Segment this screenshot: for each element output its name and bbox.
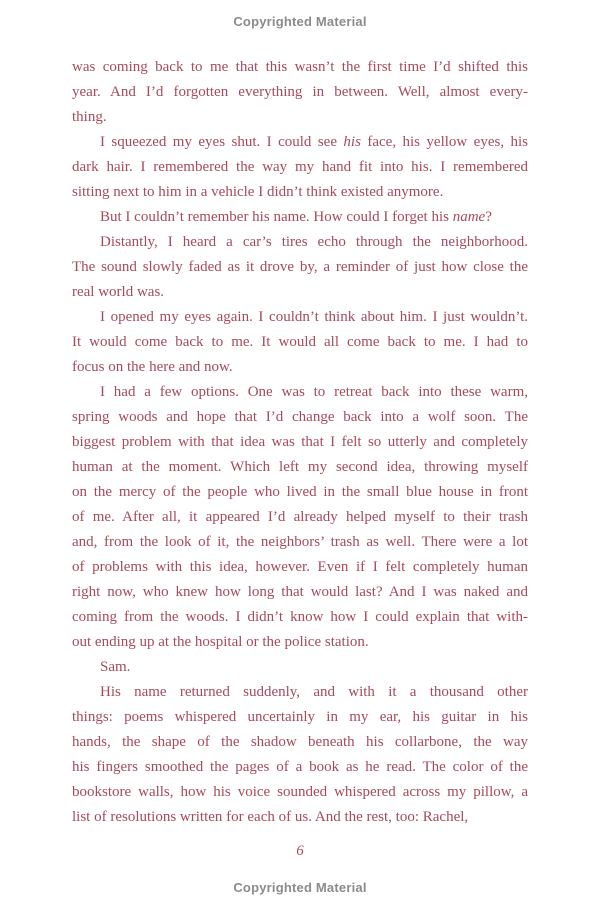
text-line: his fingers smoothed the pages of a book as he read. The color of the	[72, 759, 528, 775]
paragraph	[72, 205, 528, 230]
text-line: things: poems whispered uncertainly in my ear, his guitar in his	[72, 709, 528, 725]
copyright-banner-bottom: Copyrighted Material	[233, 880, 367, 895]
text-line: of me. After all, it appeared I’d already helped myself to their trash	[72, 509, 528, 525]
paragraph	[72, 655, 528, 680]
text-line: hands, the shape of the shadow beneath his collarbone, the way	[72, 734, 528, 750]
text-line: I had a few options. One was to retreat back into these warm,	[100, 384, 528, 400]
paragraph	[72, 130, 528, 205]
text-line: right now, who knew how long that would last? And I was naked and	[72, 584, 528, 600]
text-line: and, from the look of it, the neighbors’ trash as well. There were a lot	[72, 534, 528, 550]
text-line: Sam.	[100, 659, 131, 675]
paragraph	[72, 230, 528, 305]
text-line: on the mercy of the people who lived in the small blue house in front	[72, 484, 528, 500]
paragraph	[72, 305, 528, 380]
text-line: But I couldn’t remember his name. How could I forget his name?	[100, 209, 492, 225]
text-line: dark hair. I remembered the way my hand fit into his. I remembered	[72, 159, 528, 175]
text-line: I opened my eyes again. I couldn’t think about him. I just wouldn’t.	[100, 309, 528, 325]
text-line: His name returned suddenly, and with it a thousand other	[100, 684, 528, 700]
text-line: out ending up at the hospital or the police station.	[72, 634, 369, 650]
text-line: sitting next to him in a vehicle I didn’t think existed anymore.	[72, 184, 444, 200]
text-line: spring woods and hope that I’d change back into a wolf soon. The	[72, 409, 528, 425]
text-line: biggest problem with that idea was that I felt so utterly and completely	[72, 434, 528, 450]
text-line: It would come back to me. It would all come back to me. I had to	[72, 334, 528, 350]
text-line: Distantly, I heard a car’s tires echo through the neighborhood.	[100, 234, 528, 250]
copyright-banner-top: Copyrighted Material	[233, 14, 367, 29]
text-line: I squeezed my eyes shut. I could see his face, his yellow eyes, his	[100, 134, 528, 150]
page-text	[72, 55, 528, 830]
text-line: bookstore walls, how his voice sounded whispered across my pillow, a	[72, 784, 528, 800]
page-number: 6	[296, 843, 304, 859]
text-line: of problems with this idea, however. Even if I felt completely human	[72, 559, 528, 575]
paragraph	[72, 680, 528, 830]
text-line: focus on the here and now.	[72, 359, 233, 375]
text-line: thing.	[72, 109, 107, 125]
text-line: coming from the woods. I didn’t know how I could explain that with-	[72, 609, 528, 625]
paragraph	[72, 380, 528, 655]
text-line: The sound slowly faded as it drove by, a reminder of just how close the	[72, 259, 528, 275]
text-line: real world was.	[72, 284, 165, 300]
text-line: was coming back to me that this wasn’t the first time I’d shifted this	[72, 59, 528, 75]
text-line: list of resolutions written for each of us. And the rest, too: Rachel,	[72, 809, 469, 825]
text-line: human at the moment. Which left my second idea, throwing myself	[72, 459, 528, 475]
paragraph	[72, 55, 528, 130]
text-line: year. And I’d forgotten everything in between. Well, almost every-	[72, 84, 528, 100]
